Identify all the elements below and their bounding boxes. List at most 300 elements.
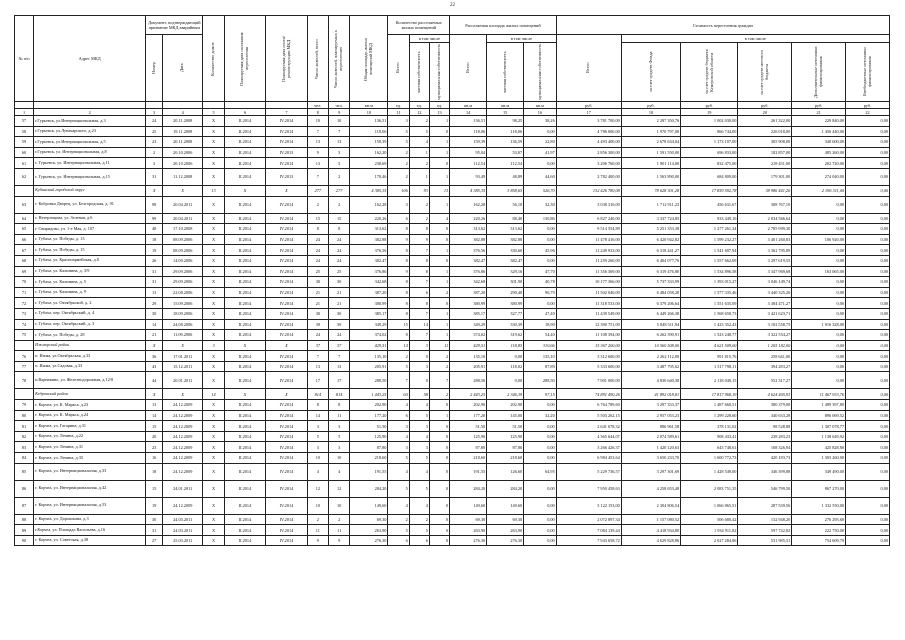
table-cell: 125,90: [350, 431, 388, 442]
table-cell: 8: [388, 245, 409, 256]
table-cell: 5 251 353,38: [621, 224, 680, 235]
table-cell: II.2014: [224, 126, 266, 137]
table-cell: 24.12.2009: [163, 463, 203, 480]
table-cell: 69,30: [450, 514, 487, 525]
column-number-cell: 7: [266, 109, 308, 116]
table-cell: 4: [409, 400, 429, 411]
unit-cell: руб.: [556, 102, 621, 109]
table-cell: 3: [388, 116, 409, 127]
table-cell: 2: [429, 389, 449, 400]
address-cell: Ижморский район: [34, 340, 146, 351]
table-cell: 21: [329, 287, 350, 298]
table-cell: 2: [329, 168, 350, 185]
table-cell: 130,86: [524, 213, 557, 224]
table-cell: 4 493 400,00: [556, 137, 621, 148]
table-cell: 991 815,76: [681, 351, 738, 362]
table-cell: X: [203, 213, 224, 224]
table-cell: 6 449 266,38: [621, 308, 680, 319]
unit-cell: руб.: [621, 102, 680, 109]
table-cell: 1 523 248,77: [681, 330, 738, 341]
table-cell: 342,68: [450, 277, 487, 288]
table-cell: 08.09.2006: [163, 234, 203, 245]
table-cell: 3: [388, 196, 409, 213]
table-cell: X: [266, 185, 308, 196]
table-cell: 86: [15, 480, 34, 497]
table-cell: X: [163, 185, 203, 196]
table-cell: X: [203, 514, 224, 525]
address-cell: г. Кобровка Дворец, ул. Белгородская, д. 91: [34, 196, 146, 213]
table-cell: 90: [15, 535, 34, 546]
table-cell: 30: [329, 277, 350, 288]
table-cell: 98 528,88: [738, 421, 792, 432]
table-row: [15, 442, 890, 453]
table-cell: 17: [307, 372, 328, 389]
column-number-cell: 3: [146, 109, 163, 116]
table-cell: X: [203, 535, 224, 546]
table-cell: II.2014: [224, 319, 266, 330]
table-cell: 2: [307, 196, 328, 213]
table-row: [15, 525, 890, 536]
table-row: [15, 431, 890, 442]
table-cell: 0,00: [487, 351, 524, 362]
table-cell: 21: [329, 298, 350, 309]
table-cell: 0,00: [792, 340, 846, 351]
table-cell: 162,28: [450, 196, 487, 213]
table-cell: 13: [146, 400, 163, 411]
table-cell: 5: [409, 126, 429, 137]
table-cell: 32,20: [524, 410, 557, 421]
address-cell: Кубинский городской округ: [34, 185, 146, 196]
page-number: 22: [450, 3, 455, 8]
table-cell: 58: [15, 126, 34, 137]
table-cell: X: [203, 330, 224, 341]
table-cell: 14: [146, 319, 163, 330]
table-cell: 1: [429, 116, 449, 127]
table-cell: 5 848 511,94: [621, 319, 680, 330]
unit-cell: [203, 102, 224, 109]
table-cell: 11: [307, 525, 328, 536]
unit-cell: ед.: [388, 102, 409, 109]
table-cell: 9: [409, 234, 429, 245]
header-residents: Число жителей, всего: [314, 38, 320, 79]
table-cell: 222 750,00: [792, 525, 846, 536]
table-cell: 3 362 795,89: [738, 245, 792, 256]
table-cell: 220,26: [350, 213, 388, 224]
table-cell: 1 205 182,00: [738, 340, 792, 351]
table-cell: 8: [329, 224, 350, 235]
table-cell: 3: [409, 442, 429, 453]
table-cell: 51,50: [487, 421, 524, 432]
table-cell: 19.11.2008: [163, 126, 203, 137]
table-cell: 85: [15, 463, 34, 480]
table-cell: 20.04.2011: [163, 196, 203, 213]
table-cell: 3 384 471,27: [738, 298, 792, 309]
table-cell: 31: [146, 168, 163, 185]
table-cell: IV.2014: [266, 116, 308, 127]
table-cell: 5: [307, 431, 328, 442]
table-cell: 38,26: [524, 116, 557, 127]
table-cell: 3: [307, 442, 328, 453]
table-cell: IV.2014: [266, 330, 308, 341]
table-cell: 3: [203, 340, 224, 351]
table-cell: 5: [388, 480, 409, 497]
table-cell: 1 456 440,00: [792, 126, 846, 137]
table-cell: 597 742,82: [738, 525, 792, 536]
table-cell: 0: [429, 126, 449, 137]
table-cell: 11: [329, 525, 350, 536]
table-cell: 1: [429, 410, 449, 421]
table-row: [15, 137, 890, 148]
address-cell: г.Гурьевск, ул.Луначарского, д.23: [34, 126, 146, 137]
table-cell: 31: [146, 277, 163, 288]
table-row: [15, 453, 890, 464]
address-cell: г. Губаха, ул. Победы, д. 28: [34, 330, 146, 341]
table-cell: 9: [307, 535, 328, 546]
table-cell: 38 986 441,26: [738, 185, 792, 196]
table-cell: 0,00: [524, 514, 557, 525]
table-cell: 0: [429, 463, 449, 480]
table-cell: 11.09.2006: [163, 330, 203, 341]
table-cell: 1 568 658,73: [681, 308, 738, 319]
table-cell: II.2014: [224, 442, 266, 453]
table-cell: 8: [307, 224, 328, 235]
table-cell: 2 034 566,64: [738, 213, 792, 224]
section-row: [15, 340, 890, 351]
table-cell: 9: [307, 147, 328, 158]
table-cell: 754 609,79: [792, 535, 846, 546]
table-cell: 1 303 260,00: [792, 453, 846, 464]
table-cell: 41 892 018,81: [621, 389, 680, 400]
table-cell: 81: [15, 421, 34, 432]
address-cell: п.Варнавино, ул. Железнодорожная, д.12/8: [34, 372, 146, 389]
table-cell: 7: [388, 372, 409, 389]
table-cell: 162,28: [350, 196, 388, 213]
table-cell: X: [203, 287, 224, 298]
table-cell: 1 563 890,00: [621, 168, 680, 185]
table-cell: 0,00: [846, 266, 890, 277]
table-cell: 168 326,94: [738, 442, 792, 453]
table-cell: 87,89: [524, 361, 557, 372]
table-cell: 330,60: [487, 245, 524, 256]
table-cell: 6 319 476,80: [621, 266, 680, 277]
table-cell: 425 828,80: [792, 442, 846, 453]
table-cell: 0,00: [792, 213, 846, 224]
table-cell: 2 196 311,00: [792, 185, 846, 196]
table-cell: 0,00: [846, 277, 890, 288]
table-cell: 12: [329, 480, 350, 497]
table-cell: 30: [146, 514, 163, 525]
table-cell: 39: [307, 319, 328, 330]
table-cell: 8: [409, 266, 429, 277]
table-cell: X: [203, 266, 224, 277]
table-cell: 24.12.2009: [163, 431, 203, 442]
table-cell: 5: [409, 410, 429, 421]
table-cell: 30: [307, 308, 328, 319]
table-cell: 3: [409, 421, 429, 432]
table-cell: II.2014: [224, 330, 266, 341]
table-cell: 24.12.2009: [163, 453, 203, 464]
table-cell: 7: [409, 308, 429, 319]
table-cell: 202,90: [350, 400, 388, 411]
table-cell: 1 066 865,51: [681, 497, 738, 514]
unit-cell: [146, 102, 163, 109]
table-cell: 48: [146, 224, 163, 235]
table-cell: 5 503 262,15: [556, 410, 621, 421]
table-cell: 2: [329, 514, 350, 525]
table-cell: 37: [307, 340, 328, 351]
table-cell: 1: [429, 168, 449, 185]
header-total-area: Общая площадь жилых помещений МКД: [363, 36, 373, 81]
table-cell: 3 858,65: [487, 185, 524, 196]
table-cell: 310,66: [524, 340, 557, 351]
table-cell: 0,00: [846, 126, 890, 137]
table-cell: 106 920,00: [792, 234, 846, 245]
table-cell: 6: [409, 535, 429, 546]
table-cell: 0,00: [792, 245, 846, 256]
table-cell: 20.11.2008: [163, 137, 203, 148]
table-cell: 95,04: [450, 147, 487, 158]
table-cell: 0,00: [846, 147, 890, 158]
table-cell: 263,90: [487, 525, 524, 536]
table-cell: X: [203, 421, 224, 432]
table-cell: 229 840,00: [792, 116, 846, 127]
table-cell: 2 287 350,76: [621, 116, 680, 127]
table-cell: 26: [146, 255, 163, 266]
table-cell: 896 069,52: [792, 410, 846, 421]
table-cell: 15.12.2011: [163, 361, 203, 372]
table-cell: 4 365 644,07: [556, 431, 621, 442]
table-cell: 3 038 310,00: [556, 196, 621, 213]
table-cell: 10: [307, 497, 328, 514]
table-cell: 19: [146, 245, 163, 256]
table-cell: 10: [307, 116, 328, 127]
table-cell: 14: [388, 340, 409, 351]
table-cell: 15: [388, 319, 409, 330]
table-cell: X: [203, 525, 224, 536]
table-cell: 218,60: [487, 453, 524, 464]
table-cell: 0: [429, 442, 449, 453]
table-cell: 99: [146, 213, 163, 224]
table-cell: 60: [388, 389, 409, 400]
table-cell: 226 018,00: [738, 126, 792, 137]
table-cell: 2: [409, 213, 429, 224]
table-cell: 2 346,39: [487, 389, 524, 400]
table-cell: IV.2014: [266, 442, 308, 453]
table-cell: 6 262 590,91: [621, 330, 680, 341]
table-cell: IV.2014: [266, 224, 308, 235]
table-row: [15, 277, 890, 288]
table-row: [15, 480, 890, 497]
table-cell: IV.2014: [266, 298, 308, 309]
table-cell: 0: [409, 351, 429, 362]
table-cell: 0,00: [846, 389, 890, 400]
table-cell: II.2014: [224, 497, 266, 514]
table-cell: X: [203, 116, 224, 127]
table-cell: 4 830 640,38: [621, 372, 680, 389]
table-cell: 106: [388, 185, 409, 196]
table-cell: IV.2014: [266, 245, 308, 256]
table-cell: X: [203, 400, 224, 411]
table-cell: 24: [329, 245, 350, 256]
table-cell: 284,20: [487, 480, 524, 497]
table-cell: 13: [329, 137, 350, 148]
table-cell: 2 074 589,61: [621, 431, 680, 442]
table-cell: 485 260,00: [792, 147, 846, 158]
table-cell: 88: [15, 514, 34, 525]
unit-cell: кв.м: [524, 102, 557, 109]
table-cell: 546 799,50: [738, 480, 792, 497]
table-cell: 25: [146, 126, 163, 137]
table-cell: 6: [409, 287, 429, 298]
table-cell: 37: [329, 340, 350, 351]
table-cell: 8: [388, 308, 409, 319]
table-cell: 29.09.2006: [163, 266, 203, 277]
table-cell: 96,79: [524, 287, 557, 298]
table-cell: 684 809,00: [681, 168, 738, 185]
table-cell: 24.03.2011: [163, 525, 203, 536]
table-cell: 20.01.2011: [163, 372, 203, 389]
table-cell: X: [203, 298, 224, 309]
table-cell: 5: [388, 453, 409, 464]
table-cell: 132 426 780,08: [556, 185, 621, 196]
table-cell: 382,47: [450, 255, 487, 266]
table-cell: 47,70: [524, 266, 557, 277]
table-cell: 2 304 806,54: [621, 497, 680, 514]
table-cell: 0,00: [846, 525, 890, 536]
table-cell: 385,17: [350, 308, 388, 319]
table-cell: 5 737 333,99: [621, 277, 680, 288]
table-cell: 1: [429, 245, 449, 256]
table-cell: 6 404 077,76: [621, 255, 680, 266]
table-cell: 6 484 058,28: [621, 287, 680, 298]
table-cell: 78: [15, 372, 34, 389]
column-number-cell: 18: [621, 109, 680, 116]
table-cell: IV.2014: [266, 137, 308, 148]
header-rooms-incl: в том числе: [418, 36, 441, 41]
table-cell: 1 393 015,27: [681, 277, 738, 288]
header-address: Адрес МКД: [78, 56, 101, 61]
table-cell: 1: [429, 147, 449, 158]
table-cell: 0: [429, 224, 449, 235]
table-cell: 11 108 394,00: [556, 330, 621, 341]
table-cell: 19: [146, 497, 163, 514]
table-cell: 88,40: [487, 213, 524, 224]
table-cell: 218,60: [450, 453, 487, 464]
table-cell: 93,49: [450, 168, 487, 185]
table-cell: 394 283,27: [738, 361, 792, 372]
table-cell: 380,99: [350, 298, 388, 309]
table-cell: 0,00: [846, 535, 890, 546]
table-cell: 54,40: [524, 330, 557, 341]
table-cell: 0: [429, 497, 449, 514]
table-cell: 66: [15, 234, 34, 245]
table-cell: 63: [15, 196, 34, 213]
header-plan-resettle: Планируемая дата окончания переселения: [239, 31, 249, 86]
table-cell: 73: [15, 308, 34, 319]
table-row: [15, 255, 890, 266]
table-cell: 48,89: [487, 168, 524, 185]
table-cell: 3 347 969,68: [738, 266, 792, 277]
table-cell: 149,60: [450, 497, 487, 514]
table-cell: 382,47: [350, 255, 388, 266]
table-cell: 327,77: [487, 308, 524, 319]
table-cell: II.2014: [224, 245, 266, 256]
table-cell: 112,54: [487, 158, 524, 169]
table-cell: 313,62: [450, 224, 487, 235]
table-cell: II.2014: [224, 147, 266, 158]
table-row: [15, 330, 890, 341]
table-row: [15, 116, 890, 127]
address-cell: г. Корчеа, ул. Интернациональная, д.33: [34, 463, 146, 480]
table-cell: IV.2014: [266, 158, 308, 169]
table-cell: 44,60: [524, 168, 557, 185]
header-cost-total: Всего: [585, 62, 591, 74]
table-cell: X: [163, 389, 203, 400]
table-cell: 0,00: [846, 137, 890, 148]
table-cell: 342,68: [350, 277, 388, 288]
table-cell: 5: [409, 525, 429, 536]
table-cell: 64,95: [524, 463, 557, 480]
table-cell: 11: [429, 340, 449, 351]
table-cell: 3 312 600,00: [556, 351, 621, 362]
table-cell: 0: [429, 514, 449, 525]
table-cell: 77: [15, 361, 34, 372]
table-cell: 0,00: [846, 400, 890, 411]
table-cell: 867 270,00: [792, 480, 846, 497]
table-cell: 59: [15, 137, 34, 148]
table-cell: X: [203, 372, 224, 389]
table-cell: 182 857,00: [738, 147, 792, 158]
table-cell: 74: [15, 319, 34, 330]
table-cell: 4: [388, 400, 409, 411]
table-cell: X: [203, 137, 224, 148]
table-cell: 330,39: [487, 319, 524, 330]
table-cell: II.2014: [224, 372, 266, 389]
table-cell: 349 490,00: [792, 463, 846, 480]
table-cell: 61: [15, 158, 34, 169]
table-cell: 17.01.2011: [163, 351, 203, 362]
table-cell: 177,20: [450, 410, 487, 421]
header-doc-group: Документ, подтверждающий признание МКД аварийным: [148, 20, 201, 30]
table-cell: IV.2014: [266, 497, 308, 514]
table-cell: 349,29: [450, 319, 487, 330]
table-cell: 0,00: [846, 421, 890, 432]
column-number-row: [15, 109, 890, 116]
table-cell: 319,62: [487, 330, 524, 341]
table-cell: 56,10: [487, 196, 524, 213]
table-cell: 7: [409, 245, 429, 256]
table-cell: II.2014: [224, 137, 266, 148]
table-cell: 24.08.2006: [163, 319, 203, 330]
table-cell: 68: [15, 255, 34, 266]
table-cell: 14: [307, 410, 328, 421]
table-cell: 313,62: [350, 224, 388, 235]
table-row: [15, 126, 890, 137]
table-cell: 2: [409, 116, 429, 127]
table-row: [15, 351, 890, 362]
table-cell: 0,00: [846, 497, 890, 514]
table-row: [15, 361, 890, 372]
table-cell: 3 650 233,70: [621, 453, 680, 464]
table-cell: 16: [146, 453, 163, 464]
table-cell: 112,54: [450, 158, 487, 169]
table-cell: 0,00: [792, 361, 846, 372]
column-number-cell: 8: [307, 109, 328, 116]
table-cell: 2: [429, 351, 449, 362]
table-cell: 0,00: [524, 158, 557, 169]
table-cell: 2 856 300,00: [556, 147, 621, 158]
table-cell: 1 970 797,00: [621, 126, 680, 137]
